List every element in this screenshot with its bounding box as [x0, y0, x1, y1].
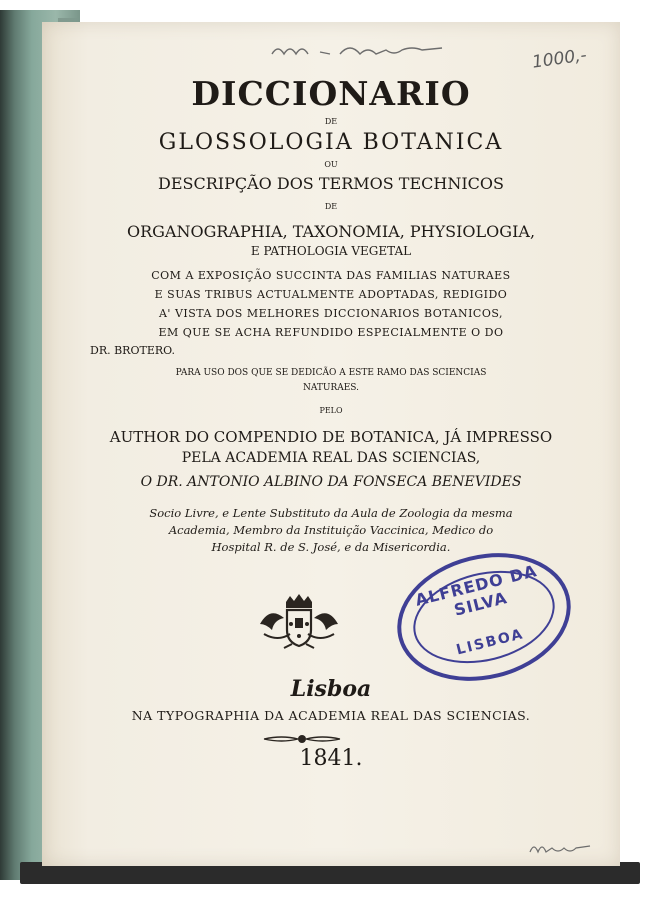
place-of-publication: Lisboa	[290, 676, 372, 702]
credentials-line-3: Hospital R. de S. José, e da Misericordia.	[211, 540, 451, 554]
connector-de: DE	[324, 117, 338, 126]
purpose-line-2: NATURAES.	[302, 383, 360, 393]
exposition-line-3: A' VISTA DOS MELHORES DICCIONARIOS BOTANICOS,	[158, 307, 504, 320]
description-line: DESCRIPÇÃO DOS TERMOS TECHNICOS	[158, 174, 504, 193]
author-name: O DR. ANTONIO ALBINO DA FONSECA BENEVIDES	[140, 474, 522, 490]
author-line-2: PELA ACADEMIA REAL DAS SCIENCIAS,	[181, 450, 481, 466]
connector-de-2: DE	[324, 202, 338, 211]
fields-line: ORGANOGRAPHIA, TAXONOMIA, PHYSIOLOGIA,	[126, 222, 536, 241]
stamp-owner-text: ALFREDO DA SILVA	[413, 561, 540, 620]
pencil-price-note: 1000,-	[530, 45, 588, 73]
stamp-city-text: LISBOA	[454, 626, 526, 659]
connector-pelo: PELO	[319, 406, 343, 415]
fields-line-2: E PATHOLOGIA VEGETAL	[250, 244, 412, 258]
author-line-1: AUTHOR DO COMPENDIO DE BOTANICA, JÁ IMPRESSO	[109, 428, 553, 446]
library-stamp	[384, 536, 585, 699]
exposition-line-4: EM QUE SE ACHA REFUNDIDO ESPECIALMENTE O DO	[158, 326, 504, 339]
title-page	[42, 22, 620, 866]
pencil-scribble	[270, 42, 460, 60]
royal-arms-emblem	[254, 590, 344, 654]
book-title: DICCIONARIO	[191, 74, 471, 113]
purpose-line-1: PARA USO DOS QUE SE DEDICÃO A ESTE RAMO DAS SCIENCIAS	[175, 368, 487, 378]
exposition-line-1: COM A EXPOSIÇÃO SUCCINTA DAS FAMILIAS NATURAES	[151, 269, 511, 282]
credentials-line-1: Socio Livre, e Lente Substituto da Aula de Zoologia da mesma	[149, 506, 513, 520]
printer-line: NA TYPOGRAPHIA DA ACADEMIA REAL DAS SCIENCIAS.	[131, 708, 531, 723]
pencil-scribble-bottom	[528, 840, 598, 856]
book-subtitle: GLOSSOLOGIA BOTANICA	[158, 130, 504, 155]
exposition-line-2: E SUAS TRIBUS ACTUALMENTE ADOPTADAS, REDIGIDO	[154, 288, 508, 301]
exposition-line-5: DR. BROTERO.	[90, 344, 175, 357]
connector-ou: OU	[324, 160, 338, 169]
publication-year: 1841.	[299, 746, 363, 771]
ornament-rule	[262, 732, 342, 746]
credentials-line-2: Academia, Membro da Instituição Vaccinica, Medico do	[168, 523, 494, 537]
